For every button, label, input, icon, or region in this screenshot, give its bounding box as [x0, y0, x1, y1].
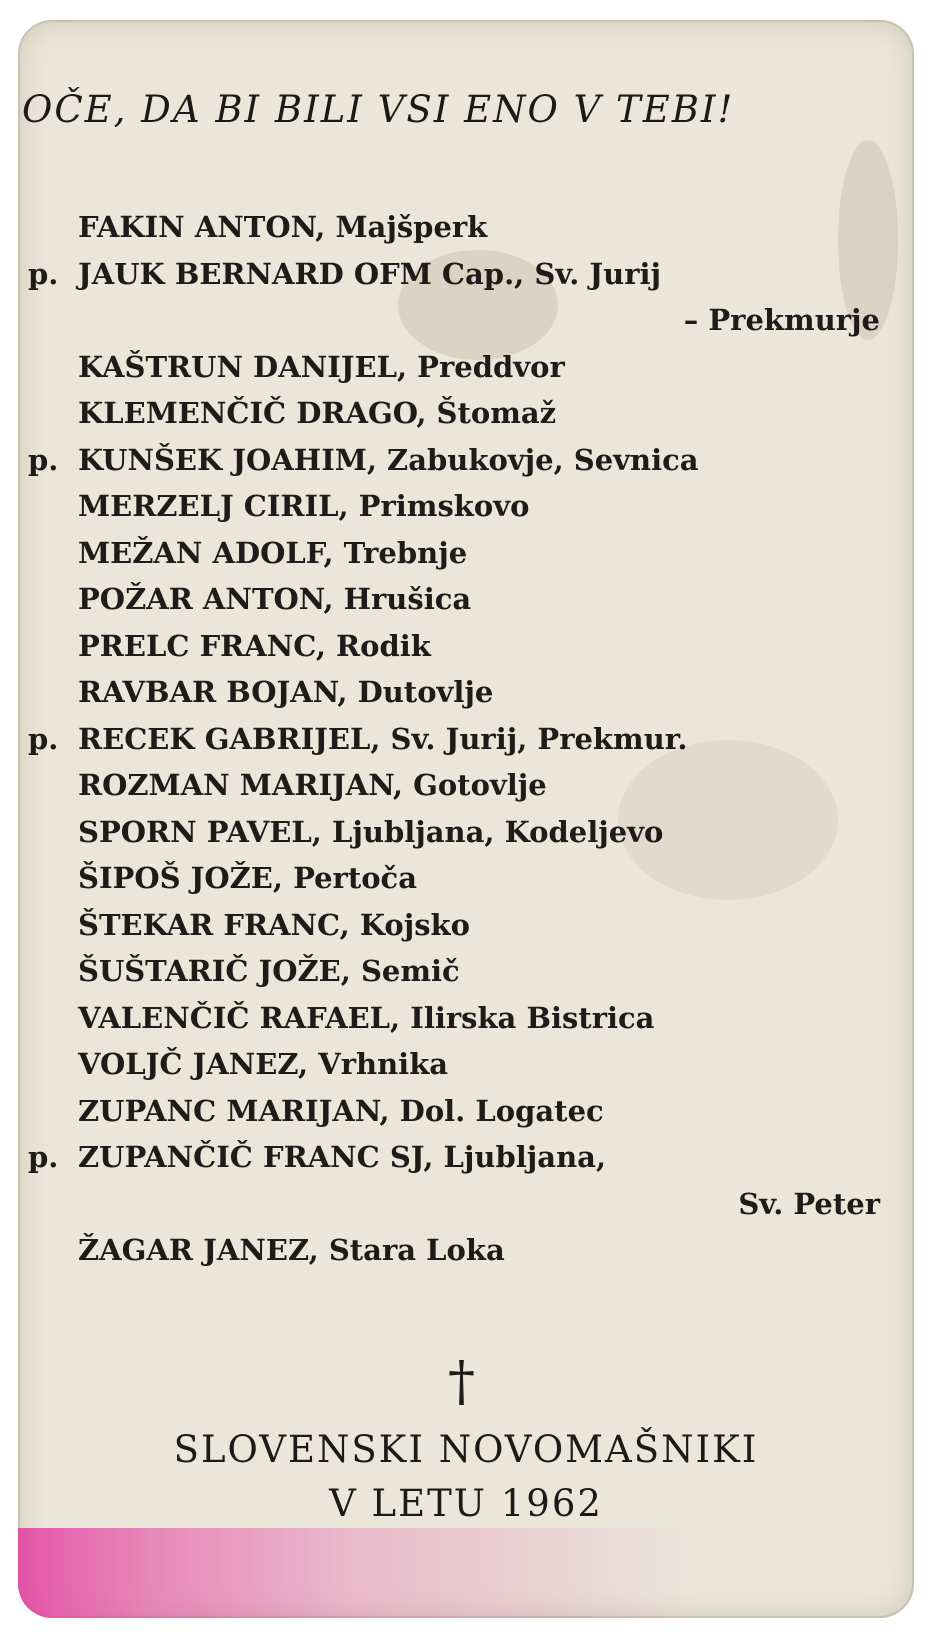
footer-title-line1: SLOVENSKI NOVOMAŠNIKI: [173, 1428, 759, 1471]
order-prefix: p.: [28, 442, 59, 477]
order-prefix: p.: [28, 721, 59, 756]
name-text: PRELC FRANC, Rodik: [78, 628, 431, 663]
name-text: RECEK GABRIJEL, Sv. Jurij, Prekmur.: [78, 721, 688, 756]
name-text: ŠUŠTARIČ JOŽE, Semič: [78, 954, 460, 988]
name-entry: [18, 350, 908, 396]
name-entry: [18, 629, 908, 675]
continuation-text: – Prekmurje: [683, 303, 880, 337]
name-text: FAKIN ANTON, Majšperk: [78, 210, 488, 244]
prayer-card: [18, 20, 914, 1618]
name-text: KLEMENČIČ DRAGO, Štomaž: [78, 396, 557, 430]
name-text: SPORN PAVEL, Ljubljana, Kodeljevo: [78, 814, 664, 849]
name-text: ŠTEKAR FRANC, Kojsko: [78, 907, 470, 942]
name-text: ZUPANČIČ FRANC SJ, Ljubljana,: [78, 1140, 607, 1174]
name-entry: [18, 815, 908, 861]
name-entry: [18, 1047, 908, 1093]
name-text: KUNŠEK JOAHIM, Zabukovje, Sevnica: [78, 442, 699, 477]
name-entry: [18, 536, 908, 582]
footer-title-line2: V LETU 1962: [329, 1482, 603, 1525]
name-text: VOLJČ JANEZ, Vrhnika: [78, 1047, 449, 1081]
name-entry: [18, 1094, 908, 1140]
name-text: ŠIPOŠ JOŽE, Pertoča: [78, 861, 418, 895]
order-prefix: p.: [28, 1140, 59, 1174]
motto-heading: OČE, DA BI BILI VSI ENO V TEBI!: [22, 88, 735, 131]
order-prefix: p.: [28, 256, 59, 291]
name-entry: [18, 861, 908, 907]
pink-ink-stain: [18, 1528, 698, 1618]
name-text: ROZMAN MARIJAN, Gotovlje: [78, 768, 547, 802]
name-entry: [18, 768, 908, 814]
name-entry: [18, 443, 908, 489]
name-entry: [18, 582, 908, 628]
continuation-text: Sv. Peter: [738, 1186, 880, 1221]
name-entry: [18, 1140, 908, 1186]
name-text: POŽAR ANTON, Hrušica: [78, 582, 472, 616]
name-text: JAUK BERNARD OFM Cap., Sv. Jurij: [78, 256, 662, 291]
name-entry: [18, 908, 908, 954]
name-entry: [18, 210, 908, 256]
name-entry: [18, 489, 908, 535]
name-entry: [18, 257, 908, 303]
name-entry-continuation: [18, 303, 908, 349]
name-text: MERZELJ CIRIL, Primskovo: [78, 489, 530, 523]
name-entry: [18, 1001, 908, 1047]
name-entry: [18, 396, 908, 442]
cross-symbol: †: [448, 1350, 475, 1413]
name-entry: [18, 1233, 908, 1279]
name-entry: [18, 954, 908, 1000]
name-text: ŽAGAR JANEZ, Stara Loka: [78, 1233, 505, 1267]
name-text: VALENČIČ RAFAEL, Ilirska Bistrica: [78, 1000, 655, 1035]
name-entry: [18, 722, 908, 768]
name-text: ZUPANC MARIJAN, Dol. Logatec: [78, 1093, 604, 1128]
name-text: MEŽAN ADOLF, Trebnje: [78, 535, 468, 570]
name-text: KAŠTRUN DANIJEL, Preddvor: [78, 349, 565, 384]
name-entry: [18, 675, 908, 721]
name-text: RAVBAR BOJAN, Dutovlje: [78, 675, 494, 709]
name-entry-continuation: [18, 1187, 908, 1233]
